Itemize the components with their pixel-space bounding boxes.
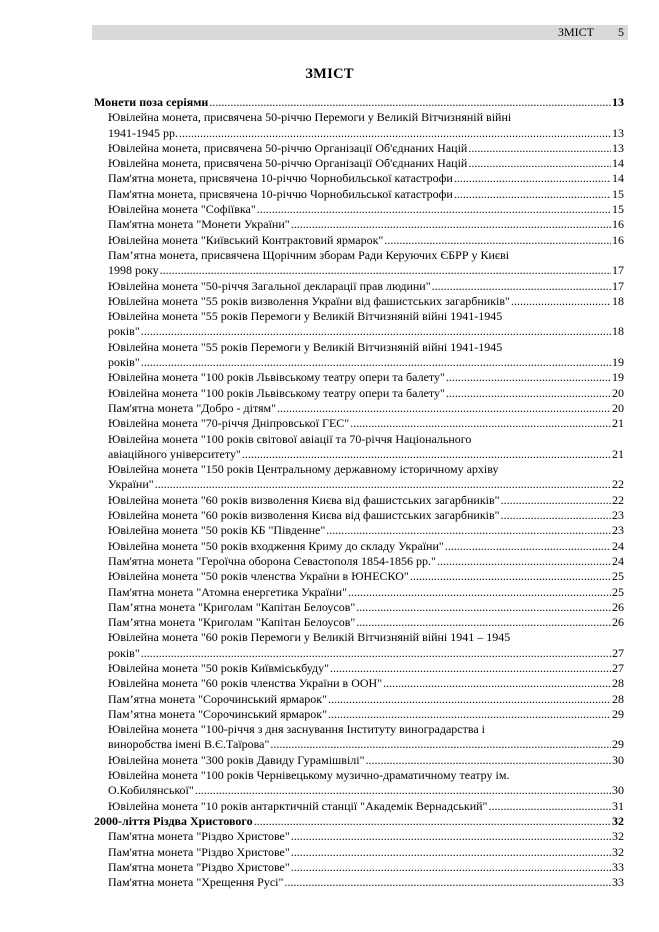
- toc-entry[interactable]: [94, 233, 624, 248]
- toc-entry-text: Пам’ятна монета "Сорочинський ярмарок": [108, 691, 327, 706]
- toc-entry[interactable]: [94, 156, 624, 171]
- header-page-number: 5: [618, 25, 624, 39]
- toc-entry[interactable]: [94, 630, 624, 661]
- dot-leader: [328, 692, 611, 707]
- dot-leader: [160, 263, 611, 278]
- toc-page-number: 13: [612, 95, 624, 109]
- toc-page-number: 17: [612, 278, 624, 293]
- dot-leader: [277, 401, 611, 416]
- toc-entry[interactable]: [94, 829, 624, 844]
- dot-leader: [254, 814, 611, 829]
- toc-entry-text: Ювілейна монета, присвячена 50-річчю Організації Об'єднаних Націй: [108, 140, 468, 155]
- toc-section-entry[interactable]: [94, 95, 624, 110]
- toc-entry-text: Пам’ятна монета "Сорочинський ярмарок": [108, 706, 327, 721]
- toc-page-number: 32: [612, 829, 624, 844]
- toc-entry[interactable]: [94, 401, 624, 416]
- toc-section-entry[interactable]: [94, 814, 624, 829]
- dot-leader: [328, 707, 611, 722]
- toc-entry-text: Пам'ятна монета "Різдво Христове": [108, 844, 290, 859]
- toc-entry[interactable]: [94, 370, 624, 385]
- dot-leader: [141, 646, 611, 661]
- toc-page-number: 20: [612, 400, 624, 415]
- toc-entry[interactable]: [94, 799, 624, 814]
- toc-entry[interactable]: [94, 141, 624, 156]
- toc-entry[interactable]: [94, 340, 624, 371]
- toc-entry-text: 2000-ліття Різдва Христового: [94, 813, 253, 828]
- toc-entry[interactable]: [94, 386, 624, 401]
- toc-page-number: 18: [612, 324, 624, 339]
- toc-entry-text: Ювілейна монета "55 років визволення України від фашистських загарбників": [108, 293, 510, 308]
- toc-entry[interactable]: [94, 432, 624, 463]
- toc-entry-text: Ювілейна монета "Софіївка": [108, 202, 256, 217]
- running-header: [92, 25, 628, 40]
- toc-entry[interactable]: [94, 248, 624, 279]
- toc-page-number: 21: [612, 446, 624, 461]
- toc-page-number: 29: [612, 737, 624, 752]
- dot-leader: [291, 217, 611, 232]
- toc-page-number: 33: [612, 859, 624, 874]
- toc-entry-text: Пам'ятна монета "Героїчна оборона Севастополя 1854-1856 рр.": [108, 553, 436, 568]
- dot-leader: [432, 279, 611, 294]
- toc-entry[interactable]: [94, 202, 624, 217]
- toc-entry-text: Ювілейна монета "55 років Перемоги у Великій Вітчизняній війні 1941-1945: [108, 339, 503, 354]
- toc-page-number: 19: [612, 370, 624, 385]
- toc-page-number: 13: [612, 125, 624, 140]
- toc-entry[interactable]: [94, 508, 624, 523]
- toc-entry-text: Ювілейна монета "10 років антарктичній станції "Академік Вернадський": [108, 798, 488, 813]
- dot-leader: [501, 493, 611, 508]
- toc-entry[interactable]: [94, 294, 624, 309]
- dot-leader: [454, 187, 611, 202]
- toc-entry-text: Ювілейна монета "150 років Центральному державному історичному архіву: [108, 462, 499, 477]
- toc-page-number: 23: [612, 523, 624, 538]
- toc-page-number: 30: [612, 752, 624, 767]
- toc-entry-text: Монети поза серіями: [94, 95, 209, 109]
- toc-entry-text: Пам’ятна монета, присвячена Щорічним зборам Ради Керуючих ЄБРР у Києві: [108, 247, 510, 262]
- dot-leader: [330, 661, 611, 676]
- dot-leader: [454, 171, 611, 186]
- dot-leader: [291, 829, 611, 844]
- toc-entry-text: Пам'ятна монета "Монети України": [108, 217, 290, 232]
- toc-entry-text: Ювілейна монета "Київський Контрактовий ярмарок": [108, 232, 384, 247]
- toc-page-number: 26: [612, 615, 624, 630]
- toc-entry-text: Ювілейна монета "50-річчя Загальної декларації прав людини": [108, 278, 431, 293]
- toc-entry[interactable]: [94, 462, 624, 493]
- dot-leader: [179, 126, 611, 141]
- toc-page-number: 20: [612, 385, 624, 400]
- toc-entry[interactable]: [94, 585, 624, 600]
- toc-entry[interactable]: [94, 279, 624, 294]
- toc-entry-text: 1998 року: [108, 263, 159, 278]
- toc-entry-text: Пам’ятна монета "Криголам "Капітан Белоусов": [108, 599, 356, 614]
- toc-entry[interactable]: [94, 493, 624, 508]
- dot-leader: [356, 615, 611, 630]
- dot-leader: [501, 508, 611, 523]
- toc-page-number: 15: [612, 186, 624, 201]
- toc-entry[interactable]: [94, 171, 624, 186]
- page-title: ЗМІСТ: [305, 66, 354, 82]
- toc-entry-text: О.Кобилянської": [108, 783, 194, 798]
- toc-entry-text: Пам’ятна монета "Криголам "Капітан Белоусов": [108, 615, 356, 630]
- dot-leader: [468, 156, 611, 171]
- toc-entry[interactable]: [94, 217, 624, 232]
- dot-leader: [270, 737, 611, 752]
- toc-page-number: 33: [612, 875, 624, 890]
- toc-entry-text: Ювілейна монета "60 років визволення Києва від фашистських загарбників": [108, 508, 500, 523]
- toc-entry-text: Пам'ятна монета "Атомна енергетика України": [108, 584, 347, 599]
- toc-entry[interactable]: [94, 539, 624, 554]
- toc-entry[interactable]: [94, 309, 624, 340]
- toc-entry-text: 1941-1945 рр.: [108, 125, 178, 140]
- toc-entry-text: Ювілейна монета "50 років членства України в ЮНЕСКО": [108, 569, 409, 584]
- toc-entry[interactable]: [94, 569, 624, 584]
- toc-entry-text: Ювілейна монета "50 років входження Криму до складу України": [108, 538, 444, 553]
- dot-leader: [291, 845, 611, 860]
- toc-entry-text: Ювілейна монета "60 років визволення Києва від фашистських загарбників": [108, 492, 500, 507]
- toc-page-number: 29: [612, 706, 624, 721]
- toc-entry-text: Ювілейна монета "300 років Давиду Гурамішвілі": [108, 752, 365, 767]
- toc-page-number: 27: [612, 645, 624, 660]
- toc-entry-text: Пам'ятна монета, присвячена 10-річчю Чорнобильської катастрофи: [108, 186, 453, 201]
- dot-leader: [366, 753, 611, 768]
- toc-page-number: 26: [612, 599, 624, 614]
- toc-entry-text: Ювілейна монета "50 років Київміськбуду": [108, 660, 329, 675]
- toc-entry[interactable]: [94, 600, 624, 615]
- dot-leader: [446, 386, 611, 401]
- toc-entry-text: Пам'ятна монета "Різдво Христове": [108, 859, 290, 874]
- table-of-contents: [94, 95, 624, 890]
- toc-entry[interactable]: [94, 523, 624, 538]
- dot-leader: [141, 324, 611, 339]
- toc-entry-text: Ювілейна монета, присвячена 50-річчю Перемоги у Великій Вітчизняній війні: [108, 110, 512, 125]
- toc-page-number: 24: [612, 538, 624, 553]
- toc-entry-text: Пам'ятна монета "Різдво Христове": [108, 829, 290, 844]
- dot-leader: [257, 202, 611, 217]
- toc-page-number: 23: [612, 508, 624, 523]
- dot-leader: [356, 600, 611, 615]
- toc-entry[interactable]: [94, 615, 624, 630]
- dot-leader: [350, 416, 611, 431]
- toc-entry-text: років": [108, 355, 140, 370]
- toc-entry-text: Ювілейна монета "60 років членства України в ООН": [108, 676, 383, 691]
- toc-page-number: 13: [612, 140, 624, 155]
- dot-leader: [437, 554, 611, 569]
- toc-page-number: 16: [612, 232, 624, 247]
- dot-leader: [446, 370, 611, 385]
- toc-page-number: 32: [612, 813, 624, 828]
- toc-entry-text: Ювілейна монета "100 років світової авіації та 70-річчя Національного: [108, 431, 472, 446]
- toc-page-number: 32: [612, 844, 624, 859]
- toc-page-number: 16: [612, 217, 624, 232]
- toc-entry[interactable]: [94, 110, 624, 141]
- toc-entry-text: Ювілейна монета, присвячена 50-річчю Організації Об'єднаних Націй: [108, 156, 468, 171]
- toc-entry-text: Ювілейна монета "50 років КБ "Південне": [108, 523, 326, 538]
- toc-entry-text: Ювілейна монета "55 років Перемоги у Великій Вітчизняній війні 1941-1945: [108, 309, 503, 324]
- toc-entry-text: Ювілейна монета "100 років Чернівецькому музично-драматичному театру ім.: [108, 768, 510, 783]
- dot-leader: [291, 860, 611, 875]
- dot-leader: [195, 783, 611, 798]
- toc-page-number: 25: [612, 584, 624, 599]
- toc-entry-text: Пам'ятна монета "Хрещення Русі": [108, 875, 284, 890]
- dot-leader: [384, 233, 611, 248]
- toc-page-number: 14: [612, 156, 624, 171]
- toc-entry-text: років": [108, 645, 140, 660]
- toc-entry[interactable]: [94, 661, 624, 676]
- dot-leader: [511, 294, 611, 309]
- toc-entry[interactable]: [94, 554, 624, 569]
- toc-page-number: 15: [612, 202, 624, 217]
- toc-entry-text: Ювілейна монета "60 років Перемоги у Великій Вітчизняній війні 1941 – 1945: [108, 630, 511, 645]
- toc-entry-text: авіаційного університету": [108, 446, 241, 461]
- dot-leader: [326, 523, 611, 538]
- toc-page-number: 19: [612, 355, 624, 370]
- toc-page-number: 22: [612, 492, 624, 507]
- toc-entry-text: Ювілейна монета "100 років Львівському театру опери та балету": [108, 385, 445, 400]
- dot-leader: [410, 569, 611, 584]
- toc-entry-text: Пам'ятна монета "Добро - дітям": [108, 400, 277, 415]
- toc-page-number: 21: [612, 416, 624, 431]
- toc-page-number: 17: [612, 263, 624, 278]
- dot-leader: [141, 355, 611, 370]
- toc-page-number: 30: [612, 783, 624, 798]
- toc-entry-text: Ювілейна монета "100-річчя з дня заснування Інституту виноградарства і: [108, 722, 486, 737]
- toc-entry[interactable]: [94, 875, 624, 890]
- toc-page-number: 28: [612, 676, 624, 691]
- toc-page-number: 14: [612, 171, 624, 186]
- toc-page-number: 24: [612, 553, 624, 568]
- toc-entry-text: Ювілейна монета "100 років Львівському театру опери та балету": [108, 370, 445, 385]
- toc-entry-text: Пам'ятна монета, присвячена 10-річчю Чорнобильської катастрофи: [108, 171, 453, 186]
- toc-entry[interactable]: [94, 753, 624, 768]
- toc-page-number: 22: [612, 477, 624, 492]
- toc-entry-text: виноробства імені В.Є.Таїрова": [108, 737, 270, 752]
- toc-entry[interactable]: [94, 845, 624, 860]
- toc-page-number: 27: [612, 660, 624, 675]
- toc-entry[interactable]: [94, 707, 624, 722]
- dot-leader: [488, 799, 611, 814]
- toc-page-number: 28: [612, 691, 624, 706]
- toc-entry[interactable]: [94, 676, 624, 691]
- toc-entry[interactable]: [94, 187, 624, 202]
- dot-leader: [468, 141, 611, 156]
- toc-entry[interactable]: [94, 860, 624, 875]
- dot-leader: [383, 676, 611, 691]
- dot-leader: [445, 539, 611, 554]
- toc-entry[interactable]: [94, 416, 624, 431]
- dot-leader: [284, 875, 611, 890]
- header-section-title: ЗМІСТ: [557, 25, 594, 39]
- toc-page-number: 25: [612, 569, 624, 584]
- toc-entry-text: України": [108, 477, 154, 492]
- dot-leader: [209, 95, 611, 110]
- toc-page-number: 31: [612, 798, 624, 813]
- toc-page-number: 18: [612, 293, 624, 308]
- toc-entry[interactable]: [94, 692, 624, 707]
- dot-leader: [242, 447, 611, 462]
- dot-leader: [348, 585, 611, 600]
- toc-entry[interactable]: [94, 722, 624, 753]
- dot-leader: [155, 477, 611, 492]
- toc-entry-text: Ювілейна монета "70-річчя Дніпровської ГЕС": [108, 416, 350, 431]
- toc-entry[interactable]: [94, 768, 624, 799]
- toc-entry-text: років": [108, 324, 140, 339]
